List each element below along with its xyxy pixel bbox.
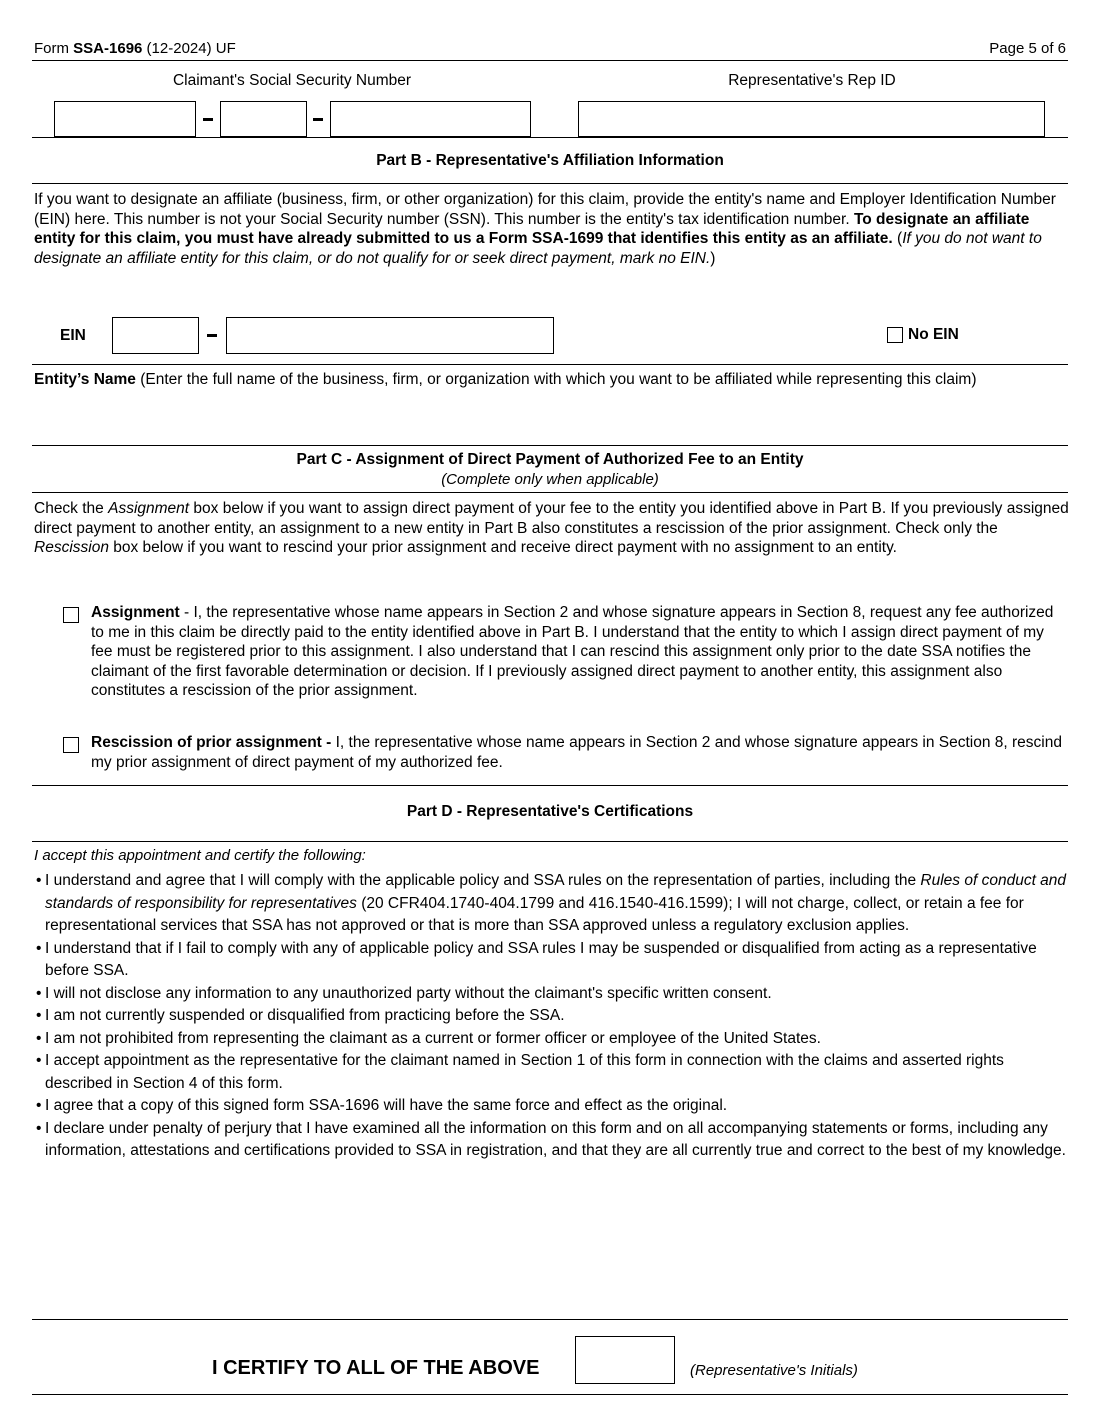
- part-c-title-rule: [32, 492, 1068, 493]
- certification-item: • I am not currently suspended or disqualified from practicing before the SSA.: [36, 1005, 1068, 1028]
- certification-item: • I will not disclose any information to any unauthorized party without the claimant's specific written consent.: [36, 983, 1068, 1006]
- ssn-field-part3[interactable]: [330, 101, 531, 137]
- ssn-dash-2: [313, 118, 323, 121]
- ssn-dash-1: [203, 118, 213, 121]
- part-c-end-rule: [32, 785, 1068, 786]
- no-ein-label: No EIN: [908, 326, 959, 343]
- rescission-statement: Rescission of prior assignment - I, the representative whose name appears in Section 2 and whose signature appears in Section 8, rescind my prior assignment of direct payment of my authorized fee.: [91, 734, 1062, 771]
- assignment-statement: Assignment - I, the representative whose name appears in Section 2 and whose signature appears in Section 8, request any fee authorized to me in this claim be directly paid to the entity identified above in Part B. I understand that the entity to which I assign direct payment of my fee must be registered prior to this assignment. I also understand that I can rescind this assignment only prior to the date SSA notifies the claimant of the first favorable determination or decision. If I previously assigned direct payment to another entity, this assignment also constitutes a rescission of the prior assignment.: [91, 604, 1054, 699]
- certification-item: • I accept appointment as the representative for the claimant named in Section 1 of this form in connection with the claims and asserted rights described in Section 4 of this form.: [36, 1050, 1068, 1095]
- ein-field-prefix[interactable]: [112, 317, 199, 354]
- ssn-field-part2[interactable]: [220, 101, 307, 137]
- assignment-checkbox[interactable]: [63, 607, 79, 623]
- part-d-intro: I accept this appointment and certify the following:: [34, 847, 366, 864]
- ein-field-number[interactable]: [226, 317, 554, 354]
- certification-item: • I am not prohibited from representing the claimant as a current or former officer or employee of the United States.: [36, 1028, 1068, 1051]
- part-c-title: Part C - Assignment of Direct Payment of Authorized Fee to an Entity: [296, 451, 804, 468]
- page-number: Page 5 of 6: [989, 40, 1066, 57]
- ein-dash: [207, 334, 217, 337]
- entity-row-rule: [32, 445, 1068, 446]
- part-b-title: Part B - Representative's Affiliation Information: [376, 152, 724, 169]
- entity-name-field[interactable]: Entity’s Name (Enter the full name of the business, firm, or organization with which you want to be affiliated while representing this claim): [34, 371, 977, 388]
- form-id: Form SSA-1696 (12-2024) UF: [34, 40, 236, 57]
- initials-label: (Representative's Initials): [690, 1362, 858, 1379]
- ssn-label: Claimant's Social Security Number: [172, 72, 412, 89]
- certifications-list: [36, 870, 1068, 1163]
- certify-top-rule: [32, 1319, 1068, 1320]
- certification-item: • I declare under penalty of perjury that I have examined all the information on this form and on all accompanying statements or forms, including any information, attestations and certifications provided to SSA in registration, and that they are all currently true and correct to the best of my knowledge.: [36, 1118, 1068, 1163]
- part-d-title-rule: [32, 841, 1068, 842]
- rep-id-field[interactable]: [578, 101, 1045, 137]
- ssn-row-rule: [32, 137, 1068, 138]
- ein-label: EIN: [60, 327, 86, 344]
- part-c-instructions: Check the Assignment box below if you want to assign direct payment of your fee to the entity you identified above in Part B. If you previously assigned direct payment to another entity, an assignment to a new entity in Part B also constitutes a rescission of the prior assignment. Check only the Rescission box below if you want to rescind your prior assignment and receive direct payment with no assignment to an entity.: [34, 500, 1069, 556]
- rescission-checkbox[interactable]: [63, 737, 79, 753]
- part-b-instructions: If you want to designate an affiliate (business, firm, or other organization) for this claim, provide the entity's name and Employer Identification Number (EIN) here. This number is not your Social Security number (SSN). This number is the entity's tax identification number. To designate an affiliate entity for this claim, you must have already submitted to us a Form SSA-1699 that identifies this entity as an affiliate. (If you do not want to designate an affiliate entity for this claim, or do not qualify for or seek direct payment, mark no EIN.): [34, 191, 1056, 267]
- no-ein-checkbox[interactable]: [887, 327, 903, 343]
- certification-item: • I understand and agree that I will comply with the applicable policy and SSA rules on the representation of parties, including the Rules of conduct and standards of responsibility for representatives (20 CFR404.1740-404.1799 and 416.1540-416.1599); I will not charge, collect, or retain a fee for representational services that SSA has not approved or that is more than SSA approved unless a regulatory exclusion applies.: [36, 870, 1068, 938]
- ssn-field-part1[interactable]: [54, 101, 196, 137]
- certification-item: • I understand that if I fail to comply with any of applicable policy and SSA rules I may be suspended or disqualified from acting as a representative before SSA.: [36, 938, 1068, 983]
- ein-row-rule: [32, 364, 1068, 365]
- part-c-subtitle: (Complete only when applicable): [441, 471, 659, 488]
- header-rule: [32, 60, 1068, 61]
- part-d-title: Part D - Representative's Certifications: [406, 803, 694, 820]
- part-b-title-rule: [32, 183, 1068, 184]
- rep-id-label: Representative's Rep ID: [728, 72, 896, 89]
- initials-field[interactable]: [575, 1336, 675, 1384]
- form-number: SSA-1696: [73, 40, 143, 57]
- certify-bottom-rule: [32, 1394, 1068, 1395]
- certification-item: • I agree that a copy of this signed form SSA-1696 will have the same force and effect as the original.: [36, 1095, 1068, 1118]
- certify-label: I CERTIFY TO ALL OF THE ABOVE: [212, 1357, 540, 1379]
